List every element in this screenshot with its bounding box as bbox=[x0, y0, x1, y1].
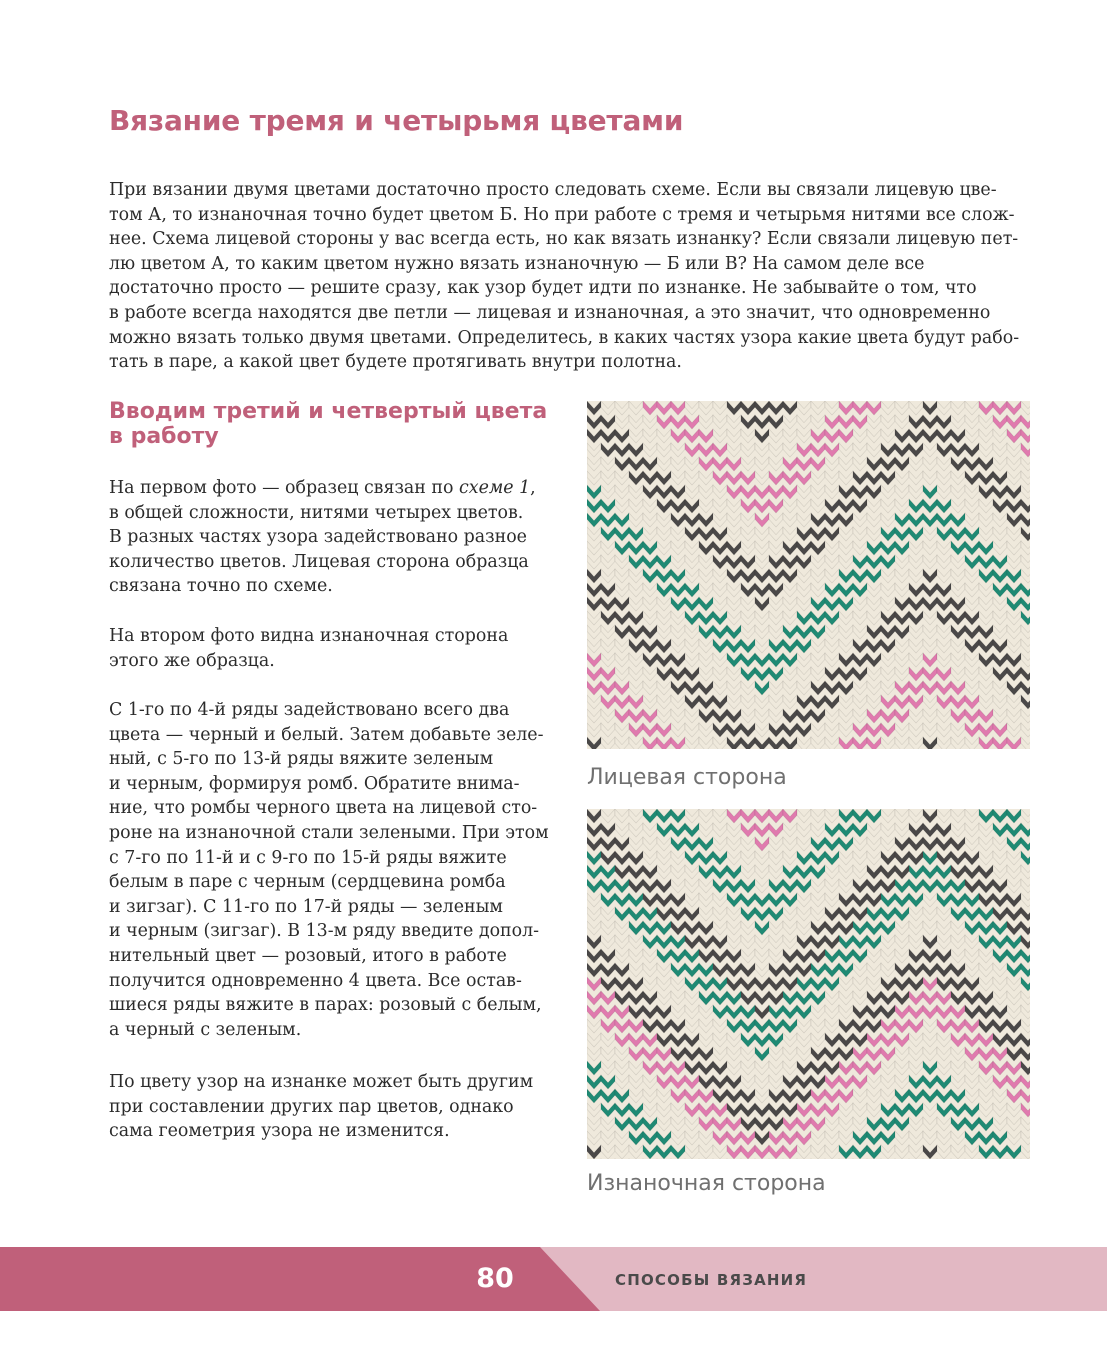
knit-front-photo bbox=[587, 401, 1030, 749]
body-paragraph-1 bbox=[109, 476, 564, 599]
para1-text-start: На первом фото — образец связан по bbox=[109, 478, 460, 498]
knit-back-photo bbox=[587, 809, 1030, 1159]
caption-front: Лицевая сторона bbox=[587, 765, 787, 790]
knit-back-pattern bbox=[587, 809, 1030, 1159]
page-title: Вязание тремя и четырьмя цветами bbox=[109, 104, 684, 137]
section-name: СПОСОБЫ ВЯЗАНИЯ bbox=[615, 1271, 808, 1289]
section-subtitle: Вводим третий и четвертый цвета в работу bbox=[109, 399, 548, 449]
intro-paragraph: При вязании двумя цветами достаточно просто следовать схеме. Если вы связали лицевую цве- том А, то изнаночная точно будет цветом Б. Но при работе с тремя и четырьмя нитями все слож- нее. Схема лицевой стороны у вас всегда есть, но как вязать изнанку? Если связали лицевую пет- лю цветом А, то каким цветом нужно вязать изнаночную — Б или В? На самом деле все достаточно просто — решите сразу, как узор будет идти по изнанке. Не забывайте о том, что в работе всегда находятся две петли — лицевая и изнаночная, а это значит, что одновременно можно вязать только двумя цветами. Определитесь, в каких частях узора какие цвета будут рабо- тать в паре, а какой цвет будете протягивать внутри полотна. bbox=[109, 180, 1020, 373]
scheme-reference: схеме 1 bbox=[459, 478, 531, 498]
knit-front-pattern bbox=[587, 401, 1030, 749]
caption-back: Изнаночная сторона bbox=[587, 1171, 826, 1196]
body-paragraph-4: По цвету узор на изнанке может быть другим при составлении других пар цветов, однако сама геометрия узора не изменится. bbox=[109, 1072, 534, 1142]
body-paragraph-2: На втором фото видна изнаночная сторона этого же образца. bbox=[109, 626, 509, 671]
page-number: 80 bbox=[476, 1263, 514, 1294]
para1-text-end: , в общей сложности, нитями четырех цветов. В разных частях узора задействовано разное количество цветов. Лицевая сторона образца связана точно по схеме. bbox=[109, 478, 536, 597]
body-paragraph-3: С 1-го по 4-й ряды задействовано всего два цвета — черный и белый. Затем добавьте зеле- ный, с 5-го по 13-й ряды вяжите зеленым и черным, формируя ромб. Обратите внима- ние, что ромбы черного цвета на лицевой сто- роне на изнаночной стали зелеными. При этом с 7-го по 11-й и с 9-го по 15-й ряды вяжите белым в паре с черным (сердцевина ромба и зигзаг). С 11-го по 17-й ряды — зеленым и черным (зигзаг). В 13-м ряду введите допол- нительный цвет — розовый, итого в работе получится одновременно 4 цвета. Все остав- шиеся ряды вяжите в парах: розовый с белым, а черный с зеленым. bbox=[109, 700, 549, 1040]
